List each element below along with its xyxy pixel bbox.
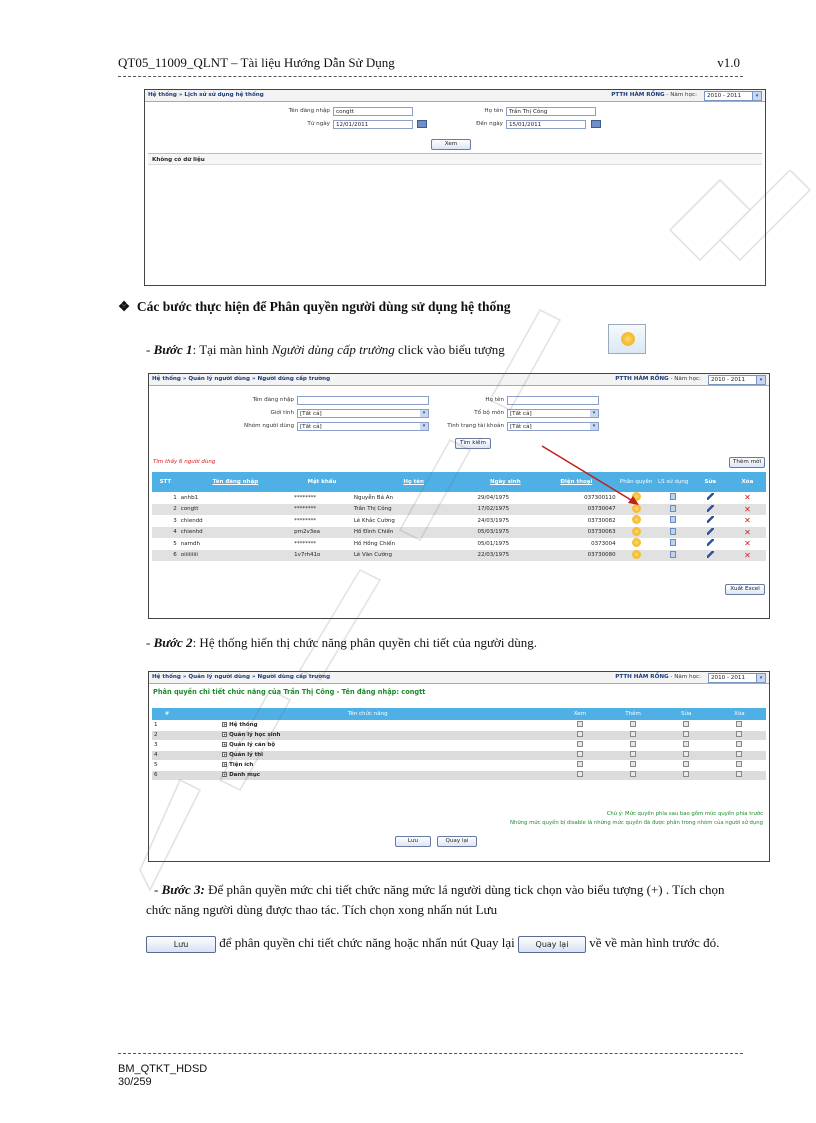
expand-icon[interactable]: + bbox=[223, 732, 227, 737]
col-permission: Phân quyền bbox=[618, 472, 655, 492]
cell-fullname: Lê Khắc Cường bbox=[352, 515, 476, 527]
gender-select[interactable] bbox=[297, 409, 429, 418]
col-delete: Xóa bbox=[729, 472, 766, 492]
year-select[interactable] bbox=[704, 91, 762, 101]
from-date-label: Từ ngày bbox=[307, 121, 330, 127]
view-button[interactable]: Xem bbox=[431, 139, 471, 150]
back-button-sample: Quay lại bbox=[518, 936, 586, 953]
permission-checkbox[interactable] bbox=[630, 751, 636, 757]
edit-icon[interactable] bbox=[707, 493, 714, 500]
fullname-label: Họ tên bbox=[485, 397, 504, 403]
cell-dob: 24/03/1975 bbox=[475, 515, 535, 527]
username-label: Tên đăng nhập bbox=[288, 108, 330, 114]
expand-icon[interactable]: + bbox=[223, 742, 227, 747]
permission-checkbox[interactable] bbox=[683, 761, 689, 767]
from-date-input[interactable]: 12/01/2011 bbox=[333, 120, 413, 129]
cell-phone: 037300110 bbox=[535, 492, 617, 504]
table-row bbox=[152, 750, 766, 760]
page-header bbox=[118, 55, 740, 71]
cell-password: ******** bbox=[292, 515, 352, 527]
step1-text-a: : Tại màn hình bbox=[192, 342, 272, 357]
step1-screen: Người dùng cấp trường bbox=[271, 342, 395, 357]
chevron-down-icon: ▾ bbox=[752, 92, 761, 100]
to-date-label: Đến ngày bbox=[476, 121, 503, 127]
function-name: Tiện ích bbox=[229, 762, 254, 768]
table-row bbox=[152, 740, 766, 750]
search-button[interactable]: Tìm kiếm bbox=[455, 438, 491, 449]
permission-icon[interactable] bbox=[633, 528, 640, 535]
history-icon[interactable] bbox=[670, 551, 676, 558]
cell-username: oiiiiiiiii bbox=[179, 550, 292, 562]
calendar-icon[interactable] bbox=[417, 120, 427, 128]
no-data-message: Không có dữ liệu bbox=[148, 153, 762, 165]
table-row bbox=[152, 527, 766, 539]
cell-number: 6 bbox=[152, 770, 182, 780]
permission-checkbox[interactable] bbox=[577, 751, 583, 757]
permission-checkbox[interactable] bbox=[577, 771, 583, 777]
cell-username: congtt bbox=[179, 504, 292, 516]
fullname-input[interactable] bbox=[507, 396, 599, 405]
delete-icon[interactable]: ✕ bbox=[744, 550, 751, 560]
expand-icon[interactable]: + bbox=[223, 752, 227, 757]
cell-phone: 03730047 bbox=[535, 504, 617, 516]
permission-checkbox[interactable] bbox=[736, 721, 742, 727]
note-inclusive: Chú ý: Mức quyền phía sau bao gồm mức quyền phía trước bbox=[606, 811, 763, 817]
year-label: - Năm học: bbox=[666, 92, 697, 98]
col-edit: Sửa bbox=[660, 708, 713, 720]
permission-checkbox[interactable] bbox=[683, 721, 689, 727]
header-divider bbox=[118, 76, 743, 77]
gender-label: Giới tính bbox=[270, 410, 294, 416]
cell-dob: 05/03/1975 bbox=[475, 527, 535, 539]
back-button[interactable]: Quay lại bbox=[437, 836, 477, 847]
cell-username: chienhd bbox=[179, 527, 292, 539]
school-info bbox=[611, 92, 697, 98]
status-label: Tình trạng tài khoản bbox=[447, 423, 504, 429]
section-heading bbox=[118, 297, 511, 318]
cell-stt: 1 bbox=[152, 492, 179, 504]
cell-number: 2 bbox=[152, 730, 182, 740]
sun-icon bbox=[622, 333, 634, 345]
cell-password: pm2v3ea bbox=[292, 527, 352, 539]
permission-checkbox[interactable] bbox=[736, 731, 742, 737]
step3-label: Bước 3: bbox=[161, 882, 205, 897]
cell-username: namdh bbox=[179, 538, 292, 550]
col-fullname[interactable]: Họ tên bbox=[352, 472, 476, 492]
table-row bbox=[152, 538, 766, 550]
table-row bbox=[152, 515, 766, 527]
edit-icon[interactable] bbox=[707, 528, 714, 535]
function-name: Danh mục bbox=[229, 772, 261, 778]
cell-dob: 05/01/1975 bbox=[475, 538, 535, 550]
expand-icon[interactable]: + bbox=[223, 762, 227, 767]
permission-checkbox[interactable] bbox=[577, 741, 583, 747]
chevron-down-icon: ▾ bbox=[590, 423, 598, 430]
cell-phone: 03730080 bbox=[535, 550, 617, 562]
permission-title: Phân quyền chi tiết chức năng của Trần Thị Công - Tên đăng nhập: congtt bbox=[153, 688, 426, 696]
dept-label: Tổ bộ môn bbox=[474, 410, 504, 416]
school-name: PTTH HÀM RỒNG bbox=[615, 376, 669, 382]
delete-icon[interactable]: ✕ bbox=[744, 493, 751, 502]
permission-checkbox[interactable] bbox=[630, 761, 636, 767]
cell-phone: 03730082 bbox=[535, 515, 617, 527]
cell-fullname: Hồ Đình Chiến bbox=[352, 527, 476, 539]
permission-icon[interactable] bbox=[633, 539, 640, 546]
function-name: Quản lý cán bộ bbox=[229, 742, 276, 748]
cell-fullname: Hồ Hồng Chiến bbox=[352, 538, 476, 550]
edit-icon[interactable] bbox=[707, 551, 714, 558]
permission-checkbox[interactable] bbox=[577, 731, 583, 737]
history-icon[interactable] bbox=[670, 539, 676, 546]
arrow-head bbox=[628, 496, 639, 505]
cell-stt: 5 bbox=[152, 538, 179, 550]
edit-icon[interactable] bbox=[707, 505, 714, 512]
cell-fullname: Lê Văn Cường bbox=[352, 550, 476, 562]
user-table bbox=[152, 472, 766, 562]
step3-body: Để phân quyền mức chi tiết chức năng mức lá người dùng tick chọn vào biểu tượng (+) . Tích chọn chức năng người dùng được thao tác. Tích chọn xong nhấn nút Lưu bbox=[146, 882, 725, 918]
delete-icon[interactable]: ✕ bbox=[744, 516, 751, 526]
document-version: v1.0 bbox=[717, 55, 740, 70]
cell-password: ******** bbox=[292, 504, 352, 516]
cell-fullname: Trần Thị Công bbox=[352, 504, 476, 516]
save-button[interactable]: Lưu bbox=[395, 836, 431, 847]
cell-stt: 6 bbox=[152, 550, 179, 562]
cell-phone: 03730063 bbox=[535, 527, 617, 539]
delete-icon[interactable]: ✕ bbox=[744, 504, 751, 514]
cell-username: chiendd bbox=[179, 515, 292, 527]
cell-password: 1v7rh41o bbox=[292, 550, 352, 562]
col-password: Mật khẩu bbox=[292, 472, 352, 492]
col-add: Thêm bbox=[606, 708, 659, 720]
permission-icon[interactable] bbox=[633, 551, 640, 558]
table-row bbox=[152, 492, 766, 504]
history-icon[interactable] bbox=[670, 528, 676, 535]
delete-icon[interactable]: ✕ bbox=[744, 539, 751, 549]
annotation-arrow bbox=[530, 440, 650, 515]
year-label: - Năm học: bbox=[670, 376, 701, 382]
dept-select[interactable] bbox=[507, 409, 599, 418]
chevron-down-icon: ▾ bbox=[756, 674, 765, 682]
cell-number: 4 bbox=[152, 750, 182, 760]
table-row bbox=[152, 730, 766, 740]
permission-checkbox[interactable] bbox=[577, 721, 583, 727]
page-number: 30/259 bbox=[118, 1076, 152, 1088]
note-disabled: Những mức quyền bị disable là những mức quyền đã được phân trong nhóm của người sử dụng bbox=[510, 820, 763, 826]
col-phone[interactable]: Điện thoại bbox=[535, 472, 617, 492]
col-number: # bbox=[152, 708, 182, 720]
permission-checkbox[interactable] bbox=[683, 731, 689, 737]
arrow-line bbox=[542, 446, 636, 503]
permission-checkbox[interactable] bbox=[683, 741, 689, 747]
step1-label: Bước 1 bbox=[153, 342, 193, 357]
year-select[interactable] bbox=[708, 375, 766, 385]
add-user-button[interactable]: Thêm mới bbox=[729, 457, 765, 468]
permission-screenshot bbox=[148, 671, 770, 862]
username-input[interactable]: congtt bbox=[333, 107, 413, 116]
user-list-screenshot bbox=[148, 373, 770, 619]
fullname-label: Họ tên bbox=[484, 108, 503, 114]
col-delete: Xóa bbox=[713, 708, 766, 720]
school-info bbox=[615, 674, 701, 680]
cell-dob: 22/03/1975 bbox=[475, 550, 535, 562]
export-excel-button[interactable]: Xuất Excel bbox=[725, 584, 765, 595]
function-name: Quản lý học sinh bbox=[229, 732, 281, 738]
permission-checkbox[interactable] bbox=[736, 771, 742, 777]
cell-number: 1 bbox=[152, 720, 182, 730]
table-header bbox=[152, 472, 766, 492]
fullname-input[interactable]: Trần Thị Công bbox=[506, 107, 596, 116]
permission-icon-sample bbox=[608, 324, 646, 354]
step2-label: Bước 2 bbox=[153, 635, 193, 650]
year-select[interactable] bbox=[708, 673, 766, 683]
step3-body-3: về về màn hình trước đó. bbox=[585, 935, 720, 950]
status-value: [Tất cả] bbox=[510, 424, 532, 430]
year-value: 2010 - 2011 bbox=[707, 93, 742, 99]
page-footer bbox=[118, 1063, 207, 1089]
chevron-down-icon: ▾ bbox=[756, 376, 765, 384]
cell-stt: 4 bbox=[152, 527, 179, 539]
permission-icon[interactable] bbox=[633, 516, 640, 523]
year-value: 2010 - 2011 bbox=[711, 675, 746, 681]
cell-dob: 17/02/1975 bbox=[475, 504, 535, 516]
username-input[interactable] bbox=[297, 396, 429, 405]
table-row bbox=[152, 504, 766, 516]
col-stt: STT bbox=[152, 472, 179, 492]
col-username[interactable]: Tên đăng nhập bbox=[179, 472, 292, 492]
footer-divider bbox=[118, 1053, 743, 1054]
step1-text: - Bước 1: Tại màn hình Người dùng cấp trường click vào biểu tượng bbox=[146, 342, 505, 357]
cell-password: ******** bbox=[292, 492, 352, 504]
cell-dob: 29/04/1975 bbox=[475, 492, 535, 504]
year-label: - Năm học: bbox=[670, 674, 701, 680]
cell-stt: 2 bbox=[152, 504, 179, 516]
step3-text-cont bbox=[146, 933, 746, 953]
permission-checkbox[interactable] bbox=[630, 771, 636, 777]
toolbar bbox=[149, 374, 769, 386]
col-history: LS sử dụng bbox=[655, 472, 692, 492]
calendar-icon[interactable] bbox=[591, 120, 601, 128]
group-value: [Tất cả] bbox=[300, 424, 322, 430]
table-row bbox=[152, 770, 766, 780]
breadcrumb: Hệ thống » Quản lý người dùng » Người dùng cấp trường bbox=[152, 674, 331, 680]
table-row bbox=[152, 760, 766, 770]
username-label: Tên đăng nhập bbox=[252, 397, 294, 403]
gender-value: [Tất cả] bbox=[300, 411, 322, 417]
cell-number: 5 bbox=[152, 760, 182, 770]
group-label: Nhóm người dùng bbox=[244, 423, 294, 429]
school-name: PTTH HÀM RỒNG bbox=[611, 92, 665, 98]
permission-checkbox[interactable] bbox=[577, 761, 583, 767]
cell-phone: 0373004 bbox=[535, 538, 617, 550]
permission-checkbox[interactable] bbox=[630, 741, 636, 747]
expand-icon[interactable]: + bbox=[223, 721, 227, 727]
cell-number: 3 bbox=[152, 740, 182, 750]
history-icon[interactable] bbox=[670, 493, 676, 500]
document-title: QT05_11009_QLNT – Tài liệu Hướng Dẫn Sử Dụng bbox=[118, 55, 395, 70]
step3-text: - Bước 3: Để phân quyền mức chi tiết chức năng mức lá người dùng tick chọn vào biểu tượng (+) . Tích chọn chức năng người dùng được thao tác. Tích chọn xong nhấn nút Lưu bbox=[146, 882, 725, 918]
cell-username: anhb1 bbox=[179, 492, 292, 504]
school-info bbox=[615, 376, 701, 382]
save-button-sample: Lưu bbox=[146, 936, 216, 953]
breadcrumb: Hệ thống » Lịch sử sử dụng hệ thống bbox=[148, 92, 264, 98]
cell-password: ******** bbox=[292, 538, 352, 550]
delete-icon[interactable]: ✕ bbox=[744, 527, 751, 537]
step2-text: - Bước 2: Hệ thống hiển thị chức năng phân quyền chi tiết của người dùng. bbox=[146, 635, 538, 650]
col-dob[interactable]: Ngày sinh bbox=[475, 472, 535, 492]
chevron-down-icon: ▾ bbox=[590, 410, 598, 417]
chevron-down-icon: ▾ bbox=[420, 410, 428, 417]
group-select[interactable] bbox=[297, 422, 429, 431]
diamond-bullet-icon: ❖ bbox=[118, 299, 131, 314]
table-header bbox=[152, 708, 766, 720]
function-name: Hệ thống bbox=[229, 721, 258, 728]
to-date-input[interactable]: 15/01/2011 bbox=[506, 120, 586, 129]
col-view: Xem bbox=[553, 708, 606, 720]
table-row bbox=[152, 550, 766, 562]
year-value: 2010 - 2011 bbox=[711, 377, 746, 383]
col-function: Tên chức năng bbox=[182, 708, 553, 720]
found-count: Tìm thấy 6 người dùng bbox=[153, 459, 216, 465]
history-screenshot bbox=[144, 89, 766, 286]
permission-checkbox[interactable] bbox=[736, 751, 742, 757]
permission-checkbox[interactable] bbox=[683, 751, 689, 757]
col-edit: Sửa bbox=[692, 472, 729, 492]
breadcrumb: Hệ thống » Quản lý người dùng » Người dùng cấp trường bbox=[152, 376, 331, 382]
cell-stt: 3 bbox=[152, 515, 179, 527]
permission-checkbox[interactable] bbox=[683, 771, 689, 777]
permission-checkbox[interactable] bbox=[630, 731, 636, 737]
edit-icon[interactable] bbox=[707, 516, 714, 523]
chevron-down-icon: ▾ bbox=[420, 423, 428, 430]
history-icon[interactable] bbox=[670, 516, 676, 523]
function-name: Quản lý thi bbox=[229, 752, 264, 758]
edit-icon[interactable] bbox=[707, 539, 714, 546]
dept-value: [Tất cả] bbox=[510, 411, 532, 417]
table-row bbox=[152, 720, 766, 730]
permission-checkbox[interactable] bbox=[736, 761, 742, 767]
toolbar bbox=[149, 672, 769, 684]
expand-icon[interactable]: + bbox=[223, 772, 227, 777]
form-code: BM_QTKT_HDSD bbox=[118, 1063, 208, 1075]
history-icon[interactable] bbox=[670, 505, 676, 512]
step1-text-b: click vào biểu tượng bbox=[394, 342, 505, 357]
toolbar bbox=[145, 90, 765, 102]
cell-fullname: Nguyễn Bá An bbox=[352, 492, 476, 504]
status-select[interactable] bbox=[507, 422, 599, 431]
section-title: Các bước thực hiện để Phân quyền người dùng sử dụng hệ thống bbox=[136, 299, 511, 314]
school-name: PTTH HÀM RỒNG bbox=[615, 674, 669, 680]
step3-body-2: để phân quyền chi tiết chức năng hoặc nhấn nút Quay lại bbox=[216, 935, 518, 950]
step2-body: : Hệ thống hiển thị chức năng phân quyền chi tiết của người dùng. bbox=[192, 635, 538, 650]
permission-checkbox[interactable] bbox=[630, 721, 636, 727]
permission-checkbox[interactable] bbox=[736, 741, 742, 747]
permission-table bbox=[152, 708, 766, 781]
